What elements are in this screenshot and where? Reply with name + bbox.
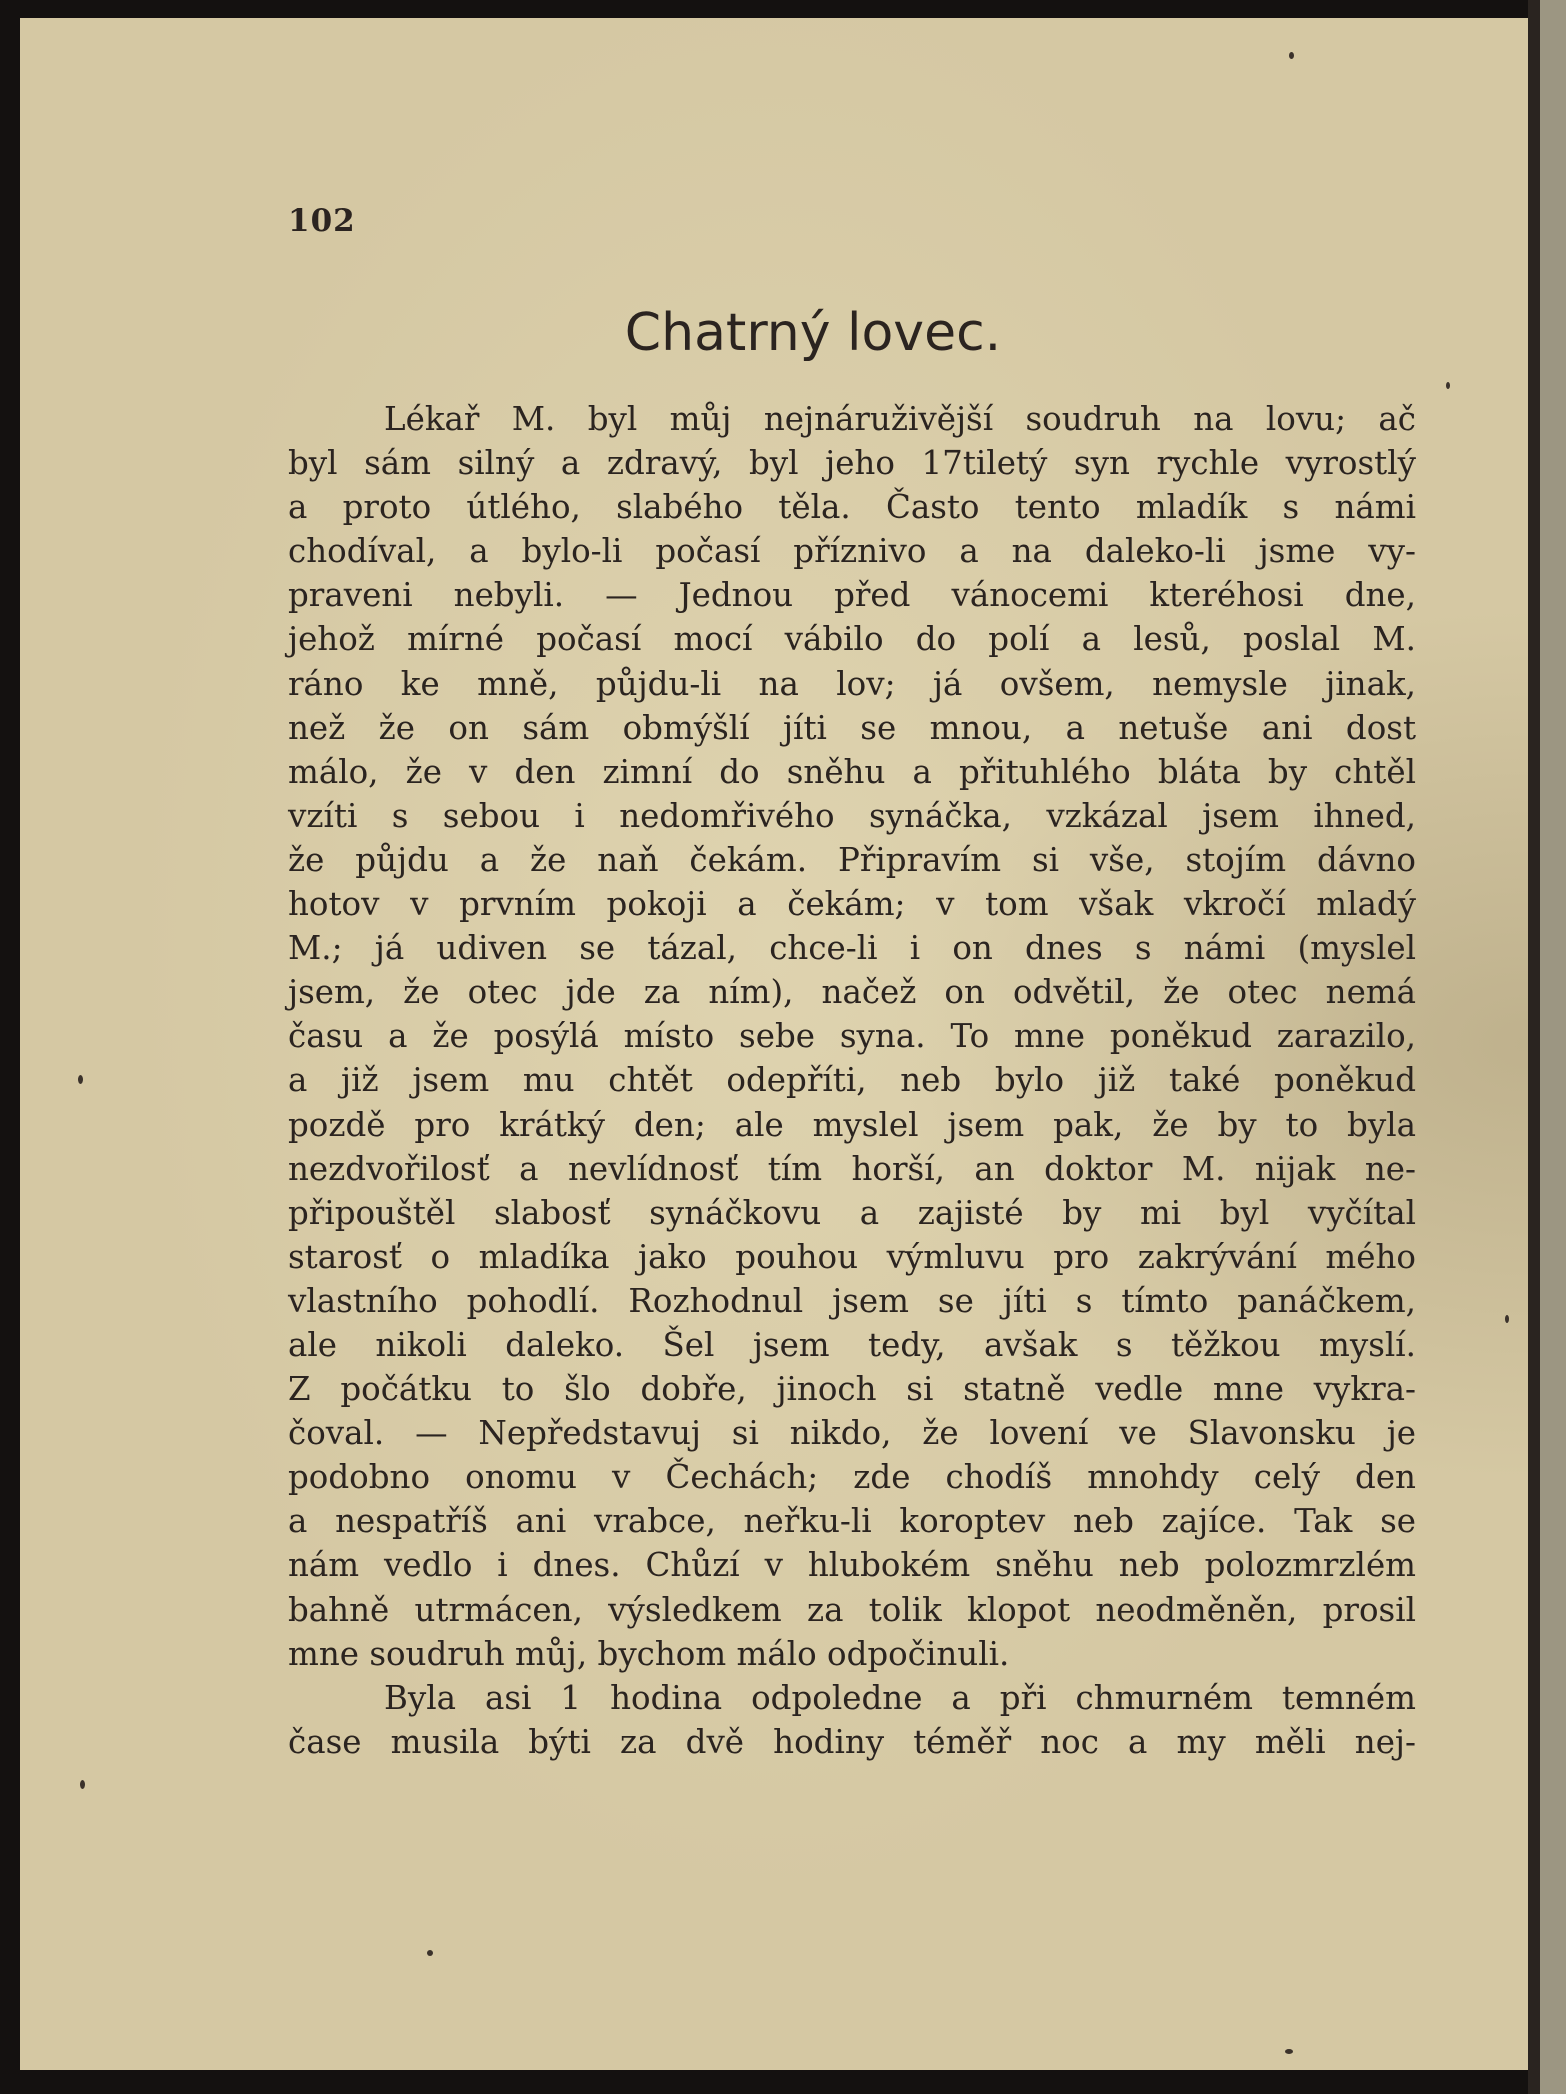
text-line: čase musila býti za dvě hodiny téměř noc a my měli nej- [288, 1722, 1416, 1761]
body-text [288, 397, 1416, 1764]
text-line: podobno onomu v Čechách; zde chodíš mnohdy celý den [288, 1458, 1416, 1497]
text-line: času a že posýlá místo sebe syna. To mne poněkud zarazilo, [288, 1017, 1416, 1056]
paper-speck [1446, 382, 1450, 389]
paper-speck [1505, 1315, 1509, 1323]
chapter-title: Chatrný lovec. [624, 303, 1002, 363]
text-line: pozdě pro krátký den; ale myslel jsem pak, že by to byla [288, 1105, 1416, 1144]
text-line: Lékař M. byl můj nejnáruživější soudruh na lovu; ač [384, 400, 1416, 438]
text-line: hotov v prvním pokoji a čekám; v tom však vkročí mladý [288, 885, 1416, 924]
text-line: čoval. — Nepředstavuj si nikdo, že lovení ve Slavonsku je [288, 1414, 1416, 1453]
text-line: jehož mírné počasí mocí vábilo do polí a lesů, poslal M. [288, 620, 1416, 659]
text-line: ráno ke mně, půjdu-li na lov; já ovšem, nemysle jinak, [288, 664, 1416, 703]
paper-speck [427, 1950, 433, 1956]
text-line: vlastního pohodlí. Rozhodnul jsem se jíti s tímto panáčkem, [288, 1281, 1416, 1320]
text-line: jsem, že otec jde za ním), načež on odvětil, že otec nemá [288, 973, 1416, 1012]
text-line: chodíval, a bylo-li počasí příznivo a na daleko-li jsme vy- [288, 532, 1416, 571]
paper-speck [1289, 52, 1294, 59]
paper-speck [78, 1075, 83, 1084]
paper-speck [1285, 2049, 1293, 2054]
text-line: byl sám silný a zdravý, byl jeho 17tiletý syn rychle vyrostlý [288, 444, 1416, 483]
text-line: Z počátku to šlo dobře, jinoch si statně vedle mne vykra- [288, 1370, 1416, 1409]
text-line: a nespatříš ani vrabce, neřku-li koroptev neb zajíce. Tak se [288, 1502, 1416, 1541]
text-line: a již jsem mu chtět odepříti, neb bylo již také poněkud [288, 1061, 1416, 1100]
text-line: starosť o mladíka jako pouhou výmluvu pro zakrývání mého [288, 1237, 1416, 1276]
text-line: bahně utrmácen, výsledkem za tolik klopot neodměněn, prosil [288, 1590, 1416, 1629]
page-number: 102 [288, 203, 356, 239]
text-line: a proto útlého, slabého těla. Často tento mladík s námi [288, 488, 1416, 527]
text-line: vzíti s sebou i nedomřivého synáčka, vzkázal jsem ihned, [288, 796, 1416, 835]
text-line: málo, že v den zimní do sněhu a přituhlého bláta by chtěl [288, 752, 1416, 791]
paper-speck [80, 1780, 85, 1789]
text-line: připouštěl slabosť synáčkovu a zajisté by mi byl vyčítal [288, 1193, 1416, 1232]
text-line: Byla asi 1 hodina odpoledne a při chmurném temném [384, 1678, 1416, 1717]
text-line: M.; já udiven se tázal, chce-li i on dnes s námi (myslel [288, 929, 1416, 968]
text-line: než že on sám obmýšlí jíti se mnou, a netuše ani dost [288, 708, 1416, 747]
text-line: že půjdu a že naň čekám. Připravím si vše, stojím dávno [288, 840, 1416, 879]
text-line: nezdvořilosť a nevlídnosť tím horší, an doktor M. nijak ne- [288, 1149, 1416, 1188]
text-line: nám vedlo i dnes. Chůzí v hlubokém sněhu neb polozmrzlém [288, 1546, 1416, 1585]
text-line: ale nikoli daleko. Šel jsem tedy, avšak s těžkou myslí. [288, 1325, 1416, 1364]
text-line: praveni nebyli. — Jednou před vánocemi kteréhosi dne, [288, 576, 1416, 615]
text-line: mne soudruh můj, bychom málo odpočinuli. [288, 1634, 1010, 1673]
